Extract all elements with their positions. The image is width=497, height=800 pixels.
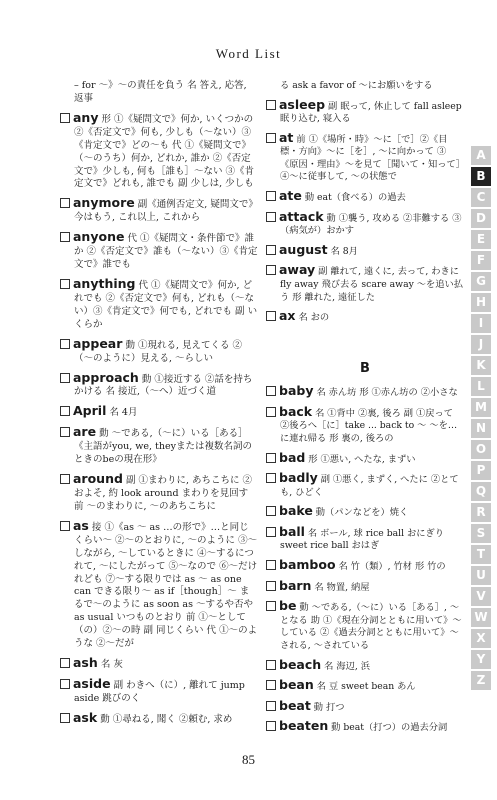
entry-barn bbox=[266, 577, 464, 595]
definition: 動 ～である,（～に）いる［ある］, ～となる 助 ①《現在分詞とともに用いて》～している ②《過去分詞とともに用いて》～される, ～されている bbox=[280, 602, 462, 651]
definition: 名 豆 sweet bean あん bbox=[316, 681, 416, 693]
headword: appear bbox=[73, 335, 123, 351]
definition: 動 ①現れる, 見えてくる ②（～のように）見える, ～らしい bbox=[74, 339, 243, 364]
tab-k: K bbox=[471, 356, 491, 375]
headword: anything bbox=[73, 275, 136, 291]
tab-p: P bbox=[471, 461, 491, 480]
definition: 名 おの bbox=[298, 312, 330, 324]
checkbox-icon bbox=[266, 701, 276, 711]
tab-e: E bbox=[471, 230, 491, 249]
entry-any bbox=[60, 109, 258, 192]
definition: 動 ①襲う, 攻める ②非難する ③（病気が）おかす bbox=[280, 212, 462, 237]
definition: 副 わきへ（に）, 離れて jump aside 跳びのく bbox=[74, 679, 245, 704]
tab-u: U bbox=[471, 566, 491, 585]
entry-ask bbox=[60, 709, 258, 727]
entry-ax bbox=[266, 310, 464, 325]
definition: 副 ①悪く, まずく, へたに ②とても, ひどく bbox=[280, 474, 459, 498]
checkbox-icon bbox=[266, 133, 276, 143]
checkbox-icon bbox=[266, 311, 276, 321]
tab-v: V bbox=[471, 587, 491, 606]
entry-appear bbox=[60, 335, 258, 366]
entry-bamboo bbox=[266, 559, 464, 574]
headword: bad bbox=[279, 449, 306, 465]
checkbox-icon bbox=[266, 191, 276, 201]
definition: 動 ①尋ねる, 聞く ②頼む, 求め bbox=[100, 713, 233, 725]
tab-i: I bbox=[471, 314, 491, 333]
checkbox-icon bbox=[266, 453, 276, 463]
entry-be bbox=[266, 600, 464, 652]
headword: ate bbox=[279, 188, 302, 204]
checkbox-icon bbox=[266, 265, 276, 275]
headword: ball bbox=[279, 523, 305, 539]
definition: 名 8月 bbox=[330, 245, 358, 257]
continuation-text: – for ～》～の責任を負う 名 答え, 応答, 返事 bbox=[74, 80, 247, 104]
tab-y: Y bbox=[471, 650, 491, 669]
tab-c: C bbox=[471, 188, 491, 207]
tab-m: M bbox=[471, 398, 491, 417]
headword: at bbox=[279, 129, 294, 145]
entry-anymore bbox=[60, 197, 258, 225]
continuation-text: る ask a favor of ～にお願いをする bbox=[280, 80, 433, 91]
tab-b: B bbox=[471, 167, 491, 186]
entry-at bbox=[266, 129, 464, 184]
tab-a: A bbox=[471, 146, 491, 165]
page-number: 85 bbox=[242, 752, 255, 767]
tab-h: H bbox=[471, 293, 491, 312]
checkbox-icon bbox=[266, 560, 276, 570]
definition: 動 beat（打つ）の過去分詞 bbox=[331, 722, 448, 734]
definition: 形 ①《疑問文で》何か, いくつかの ②《否定文で》何も, 少しも（～ない）③《肯定文で》どの～も 代 ①《疑問文で》（～のうち）何か, どれか, 誰か ②《否定文で》少しも, 何も［誰も］～ない ③《肯定文で》どれも, 誰でも 副 少しは, 少しも bbox=[74, 113, 255, 190]
entry-ball bbox=[266, 523, 464, 553]
checkbox-icon bbox=[60, 198, 70, 208]
definition: 名 ①背中 ②裏, 後ろ 副 ①戻って ②後ろへ［に］take ... back to ～ ～を…に連れ帰る 形 裏の, 後ろの bbox=[280, 407, 458, 444]
headword: aside bbox=[73, 675, 111, 691]
tab-g: G bbox=[471, 272, 491, 291]
entry-aside bbox=[60, 675, 258, 706]
checkbox-icon bbox=[266, 680, 276, 690]
right-column bbox=[266, 80, 464, 741]
headword: barn bbox=[279, 577, 312, 593]
headword: asleep bbox=[279, 96, 326, 112]
entry-are bbox=[60, 426, 258, 467]
tab-q: Q bbox=[471, 482, 491, 501]
entry-baby bbox=[266, 385, 464, 400]
checkbox-icon bbox=[266, 506, 276, 516]
checkbox-icon bbox=[266, 386, 276, 396]
definition: 前 ①《場所・時》～に［で］②《目標・方向》～に［を］, ～に向かって ③《原因・理由》～を見て［聞いて・知って］④～に従事して, ～の状態で bbox=[280, 133, 461, 183]
definition: 動 ①接近する ②話を持ちかける 名 接近,（～へ）近づく道 bbox=[74, 373, 253, 398]
definition: 動 打つ bbox=[313, 701, 345, 713]
entry-badly bbox=[266, 472, 464, 499]
headword: beaten bbox=[279, 718, 329, 734]
definition: 動（パンなどを）焼く bbox=[315, 507, 409, 519]
entry-around bbox=[60, 473, 258, 514]
checkbox-icon bbox=[266, 100, 276, 110]
headword: baby bbox=[279, 383, 314, 399]
checkbox-icon bbox=[266, 212, 276, 222]
entry-anyone bbox=[60, 231, 258, 272]
headword: back bbox=[279, 403, 313, 419]
headword: attack bbox=[279, 208, 324, 224]
checkbox-icon bbox=[266, 721, 276, 731]
checkbox-icon bbox=[266, 527, 276, 537]
entry-beat bbox=[266, 697, 464, 715]
definition: 副 眠って, 休止して fall asleep 眠り込む, 寝入る bbox=[280, 100, 462, 125]
tab-j: J bbox=[471, 335, 491, 354]
tab-w: W bbox=[471, 608, 491, 627]
entry-bean bbox=[266, 679, 464, 694]
left-column bbox=[60, 80, 258, 733]
headword: any bbox=[73, 109, 99, 125]
alphabet-index-tabs bbox=[471, 146, 491, 692]
checkbox-icon bbox=[266, 660, 276, 670]
entry-august bbox=[266, 241, 464, 259]
headword: beat bbox=[279, 697, 311, 713]
entry-beaten bbox=[266, 720, 464, 735]
headword: ax bbox=[279, 308, 296, 324]
tab-z: Z bbox=[471, 671, 491, 690]
checkbox-icon bbox=[60, 406, 70, 416]
entry-bake bbox=[266, 505, 464, 520]
tab-d: D bbox=[471, 209, 491, 228]
headword: beach bbox=[279, 656, 322, 672]
entry-april bbox=[60, 405, 258, 420]
checkbox-icon bbox=[60, 232, 70, 242]
checkbox-icon bbox=[60, 521, 70, 531]
checkbox-icon bbox=[60, 113, 70, 123]
definition: 動 eat（食べる）の過去 bbox=[304, 192, 406, 204]
headword: anyone bbox=[73, 229, 125, 245]
page-title: Word List bbox=[215, 46, 282, 61]
checkbox-icon bbox=[266, 581, 276, 591]
tab-n: N bbox=[471, 419, 491, 438]
headword: ask bbox=[73, 709, 98, 725]
headword: are bbox=[73, 424, 97, 440]
entry-bad bbox=[266, 449, 464, 467]
checkbox-icon bbox=[60, 474, 70, 484]
definition: 名 ボール, 球 rice ball おにぎり sweet rice ball おはぎ bbox=[280, 527, 444, 552]
definition: 名 物置, 納屋 bbox=[314, 581, 370, 593]
headword: away bbox=[279, 262, 316, 278]
definition: 代 ①《疑問文・条件節で》誰か ②《否定文で》誰も（～ない）③《肯定文で》誰でも bbox=[74, 233, 258, 271]
checkbox-icon bbox=[60, 279, 70, 289]
definition: 副《通例否定文, 疑問文で》今はもう, これ以上, これから bbox=[74, 199, 258, 224]
headword: approach bbox=[73, 369, 139, 385]
headword: bean bbox=[279, 677, 314, 693]
headword: bake bbox=[279, 503, 313, 519]
checkbox-icon bbox=[266, 601, 276, 611]
headword: august bbox=[279, 241, 328, 257]
entry-beach bbox=[266, 656, 464, 674]
entry-anything bbox=[60, 275, 258, 332]
tab-s: S bbox=[471, 524, 491, 543]
definition: 名 海辺, 浜 bbox=[324, 660, 370, 672]
tab-f: F bbox=[471, 251, 491, 270]
headword: be bbox=[279, 598, 297, 614]
entry-away bbox=[266, 264, 464, 304]
tab-r: R bbox=[471, 503, 491, 522]
definition: 副 離れて, 遠くに, 去って, わきに fly away 飛び去る scare away ～を追い払う 形 離れた, 遠征した bbox=[280, 266, 464, 303]
definition: 名 竹（類）, 竹材 形 竹の bbox=[338, 561, 446, 573]
entry-ash bbox=[60, 657, 258, 672]
checkbox-icon bbox=[266, 407, 276, 417]
headword: as bbox=[73, 517, 89, 533]
checkbox-icon bbox=[60, 658, 70, 668]
checkbox-icon bbox=[60, 679, 70, 689]
entry-approach bbox=[60, 369, 258, 400]
definition: 名 赤ん坊 形 ①赤ん坊の ②小さな bbox=[316, 387, 458, 399]
headword: anymore bbox=[73, 195, 135, 211]
entry-as bbox=[60, 517, 258, 651]
tab-o: O bbox=[471, 440, 491, 459]
definition: 動 ～である,（～に）いる［ある］《主語がyou, we, theyまたは複数名詞のときのbeの現在形》 bbox=[74, 428, 252, 466]
definition: 名 4月 bbox=[109, 407, 138, 419]
headword: ash bbox=[73, 655, 98, 671]
checkbox-icon bbox=[60, 713, 70, 723]
definition: 副 ①まわりに, あちこちに ②およそ, 約 look around まわりを見回す 前 ～のまわりに, ～のあちこちに bbox=[74, 475, 253, 512]
checkbox-icon bbox=[60, 373, 70, 383]
section-heading: B bbox=[360, 360, 370, 376]
entry-asleep bbox=[266, 96, 464, 126]
entry-attack bbox=[266, 208, 464, 238]
definition: 接 ①《as ～ as …の形で》…と同じくらい～ ②～のとおりに, ～のように ③～しながら, ～しているときに ④～するにつれて, ～にしたがって ⑤～なので ⑥～だけれども ⑦～する限りでは as ～ as one can できる限り～ as if［though］～ まるで～のように as soon as ～するや否や as usual いつものとおり 前 ①～として（の）②～の時 副 同じくらい 代 ①～のような ②～だが bbox=[74, 521, 258, 650]
tab-l: L bbox=[471, 377, 491, 396]
headword: bamboo bbox=[279, 557, 336, 573]
checkbox-icon bbox=[266, 473, 276, 483]
tab-t: T bbox=[471, 545, 491, 564]
definition: 形 ①悪い, へたな, まずい bbox=[308, 453, 416, 465]
headword: around bbox=[73, 471, 123, 487]
headword: badly bbox=[279, 470, 318, 486]
definition: 代 ①《疑問文で》何か, どれでも ②《否定文で》何も, どれも（～ない）③《肯定文で》何でも, どれでも 副 いくらか bbox=[74, 279, 258, 330]
headword: April bbox=[73, 403, 107, 419]
definition: 名 灰 bbox=[100, 659, 123, 671]
entry-ate bbox=[266, 190, 464, 205]
entry-back bbox=[266, 403, 464, 446]
checkbox-icon bbox=[60, 339, 70, 349]
tab-x: X bbox=[471, 629, 491, 648]
checkbox-icon bbox=[266, 245, 276, 255]
checkbox-icon bbox=[60, 427, 70, 437]
